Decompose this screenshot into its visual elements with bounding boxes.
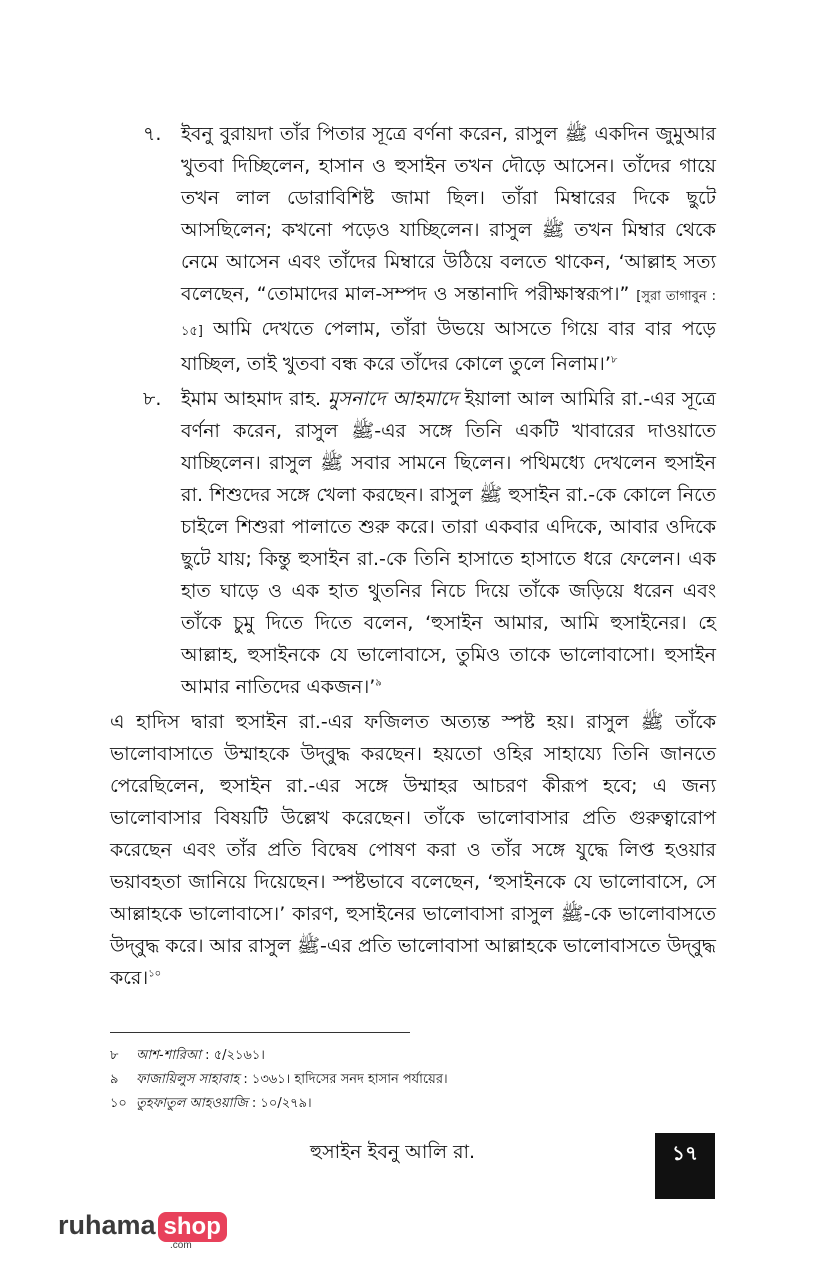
footnote-number: ৮ bbox=[110, 1048, 119, 1063]
running-title: হুসাইন ইবনু আলি রা. bbox=[310, 1141, 476, 1163]
list-item-number: ৮. bbox=[143, 388, 162, 410]
footnote bbox=[110, 1092, 716, 1116]
list-item-number: ৭. bbox=[143, 123, 162, 145]
body-paragraph bbox=[110, 706, 716, 994]
source-title: মুসনাদে আহমাদে bbox=[327, 388, 458, 410]
footnote bbox=[110, 1044, 716, 1068]
footnote-number: ৯ bbox=[110, 1072, 119, 1087]
footnotes bbox=[110, 1044, 716, 1116]
footnote bbox=[110, 1068, 716, 1092]
footnote-detail: : ১০/২৭৯। bbox=[247, 1096, 312, 1111]
footnote-source: ফাজায়িলুস সাহাবাহ bbox=[136, 1072, 240, 1087]
item-7-text-after: আমি দেখতে পেলাম, তাঁরা উভয়ে আসতে গিয়ে বার বার পড়ে যাচ্ছিল, তাই খুতবা বন্ধ করে তাঁদের কোলে তুলে নিলাম।’ bbox=[181, 318, 716, 375]
logo-shop-badge: shop bbox=[158, 1212, 227, 1242]
footnote-marker[interactable]: ৮ bbox=[610, 354, 618, 366]
footnote-source: আশ-শারিআ bbox=[136, 1048, 202, 1063]
list-item-7 bbox=[143, 118, 716, 380]
footnote-divider bbox=[110, 1032, 410, 1033]
footnote-detail: : ১৩৬১। হাদিসের সনদ হাসান পর্যায়ের। bbox=[239, 1072, 448, 1087]
footnote-marker[interactable]: ৯ bbox=[375, 677, 382, 689]
item-8-text: ইয়ালা আল আমিরি রা.-এর সূত্রে বর্ণনা করেন, রাসুল ﷺ-এর সঙ্গে তিনি একটি খাবারের দাওয়াতে যাচ্ছিলেন। রাসুল ﷺ সবার সামনে ছিলেন। পথিমধ্যে দেখলেন হুসাইন রা. শিশুদের সঙ্গে খেলা করছেন। রাসুল ﷺ হুসাইন রা.-কে কোলে নিতে চাইলে শিশুরা পালাতে শুরু করে। তারা একবার এদিকে, আবার ওদিকে ছুটে যায়; কিন্তু হুসাইন রা.-কে তিনি হাসাতে হাসাতে ধরে ফেলেন। এক হাত ঘাড়ে ও এক হাত থুতনির নিচে দিয়ে তাঁকে জড়িয়ে ধরেন এবং তাঁকে চুমু দিতে দিতে বলেন, ‘হুসাইন আমার, আমি হুসাইনের। হে আল্লাহ, হুসাইনকে যে ভালোবাসে, তুমিও তাকে ভালোবাসো। হুসাইন আমার নাতিদের একজন।’ bbox=[181, 388, 717, 698]
item-7-text: ইবনু বুরায়দা তাঁর পিতার সূত্রে বর্ণনা করেন, রাসুল ﷺ একদিন জুমুআর খুতবা দিচ্ছিলেন, হাসান ও হুসাইন তখন দৌড়ে আসেন। তাঁদের গায়ে তখন লাল ডোরাবিশিষ্ট জামা ছিল। তাঁরা মিম্বারের দিকে ছুটে আসছিলেন; কখনো পড়েও যাচ্ছিলেন। রাসুল ﷺ তখন মিম্বার থেকে নেমে আসেন এবং তাঁদের মিম্বারে উঠিয়ে বলতে থাকেন, ‘আল্লাহ সত্য বলেছেন, “তোমাদের মাল-সম্পদ ও সন্তানাদি পরীক্ষাস্বরূপ।” bbox=[181, 123, 717, 305]
logo-domain: .com bbox=[170, 1240, 192, 1251]
ruhama-shop-logo[interactable] bbox=[58, 1210, 227, 1250]
page-number: ১৭ bbox=[655, 1133, 715, 1199]
list-item-text bbox=[181, 118, 716, 380]
logo-text: ruhama bbox=[58, 1210, 156, 1240]
list-item-text bbox=[181, 383, 716, 703]
footnote-number: ১০ bbox=[110, 1096, 127, 1111]
item-8-text-before: ইমাম আহমাদ রাহ. bbox=[181, 388, 328, 410]
list-item-8 bbox=[143, 383, 716, 703]
body-paragraph-text: এ হাদিস দ্বারা হুসাইন রা.-এর ফজিলত অত্যন্ত স্পষ্ট হয়। রাসুল ﷺ তাঁকে ভালোবাসাতে উম্মাহকে উদ্‌বুদ্ধ করছেন। হয়তো ওহির সাহায্যে তিনি জানতে পেরেছিলেন, হুসাইন রা.-এর সঙ্গে উম্মাহর আচরণ কীরূপ হবে; এ জন্য ভালোবাসার বিষয়টি উল্লেখ করেছেন। তাঁকে ভালোবাসার প্রতি গুরুত্বারোপ করেছেন এবং তাঁর প্রতি বিদ্বেষ পোষণ করা ও তাঁর সঙ্গে যুদ্ধে লিপ্ত হওয়ার ভয়াবহতা জানিয়ে দিয়েছেন। স্পষ্টভাবে বলেছেন, ‘হুসাইনকে যে ভালোবাসে, সে আল্লাহকে ভালোবাসে।’ কারণ, হুসাইনের ভালোবাসা রাসুল ﷺ-কে ভালোবাসতে উদ্‌বুদ্ধ করে। আর রাসুল ﷺ-এর প্রতি ভালোবাসা আল্লাহকে ভালোবাসতে উদ্‌বুদ্ধ করে। bbox=[110, 711, 716, 989]
footnote-marker[interactable]: ১০ bbox=[148, 968, 162, 980]
footnote-source: তুহফাতুল আহওয়াজি bbox=[136, 1096, 248, 1111]
footnote-detail: : ৫/২১৬১। bbox=[201, 1048, 265, 1063]
quran-reference: [সুরা তাগাবুন : ১৫] bbox=[181, 289, 716, 339]
